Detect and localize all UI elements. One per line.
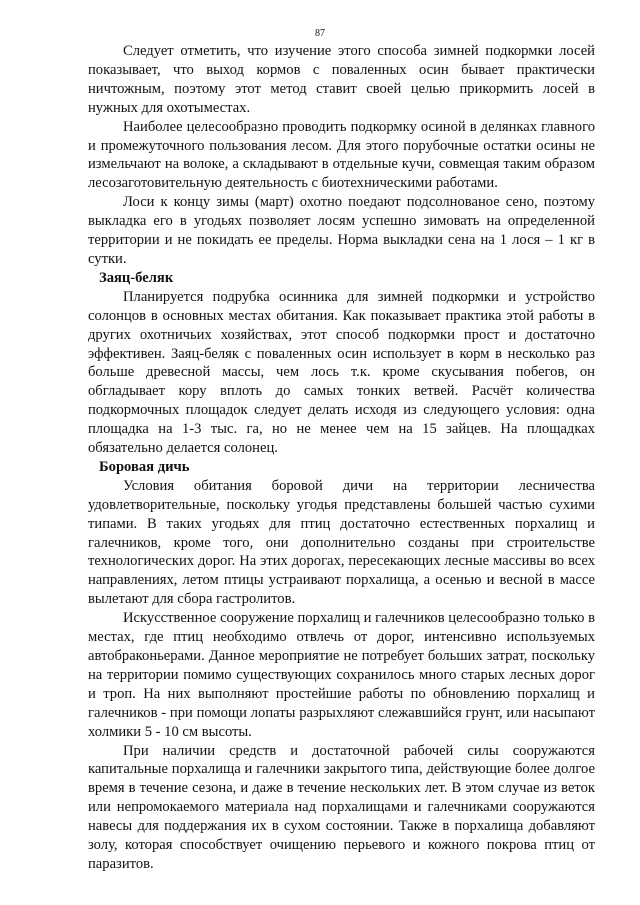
page-body [88,42,595,874]
paragraph-hare-feeding: Планируется подрубка осинника для зимней подкормки и устройство солонцов в основных местах обитания. Как показывает практика этой работы в других охотничьих хозяйствах, этот способ подкормки прост и достаточно эффективен. Заяц-беляк с поваленных осин использует в корм в несколько раз больше древесной массы, чем лось т.к. кроме скусывания побегов, он обгладывает кору вплоть до самых тонких ветвей. Расчёт количества подкормочных площадок следует делать исходя из следующего условия: одна площадка на 1-3 тыс. га, но не менее чем на 15 зайцев. На площадках обязательно делается солонец. [88,288,595,457]
page-number: 87 [315,28,325,39]
paragraph-moose-feeding-yield: Следует отметить, что изучение этого способа зимней подкормки лосей показывает, что выход кормов с поваленных осин бывает практически ничтожным, поэтому этот метод ставит своей целью прикормить лосей в нужных для охотыместах. [88,43,595,116]
heading-upland-game: Боровая дичь [99,458,190,475]
paragraph-hay-norm: Лоси к концу зимы (март) охотно поедают подсолнованое сено, поэтому выкладка его в угодьях позволяет лосям успешно зимовать на определенной территории и не покидать ее пределы. Норма выкладки сена на 1 лося – 1 кг в сутки. [88,194,595,267]
heading-hare: Заяц-беляк [99,269,174,286]
paragraph-dust-baths-construction: Искусственное сооружение порхалищ и галечников целесообразно только в местах, где птиц необходимо отвлечь от дорог, интенсивно используемых автобраконьерами. Данное мероприятие не потребует больших затрат, поскольку на территории помимо существующих сохранилось много старых лесных дорог и троп. На них выполняют простейшие работы по обновлению порхалищ и галечников - при помощи лопаты разрыхляют слежавшийся грунт, или насыпают холмики 5 - 10 см высоты. [88,610,595,740]
paragraph-aspen-cutting-areas: Наиболее целесообразно проводить подкормку осиной в делянках главного и промежуточного пользования лесом. Для этого порубочные остатки осины не измельчают на волоке, а складывают в отдельные кучи, совмещая таким образом лесозаготовительную деятельность с биотехническими работами. [88,118,595,192]
paragraph-game-habitat: Условия обитания боровой дичи на территории лесничества удовлетворительные, поскольку угодья представлены большей частью сухими типами. В таких угодьях для птиц достаточно естественных порхалищ и галечников, кроме того, они дополнительно созданы при строительстве технологических дорог. На этих дорогах, пересекающих лесные массивы во всех направлениях, летом птицы устраивают порхалища, а осенью и весной в массе вылетают для сбора гастролитов. [88,477,595,608]
paragraph-covered-dust-baths: При наличии средств и достаточной рабочей силы сооружаются капитальные порхалища и галечники закрытого типа, действующие более долгое время в течение сезона, и даже в течение нескольких лет. В этом случае из веток или непромокаемого материала над порхалищами и галечниками сооружаются навесы для поддержания их в сухом состоянии. Также в порхалища добавляют золу, которая способствует очищению перьевого и кожного покрова птиц от паразитов. [88,742,595,872]
